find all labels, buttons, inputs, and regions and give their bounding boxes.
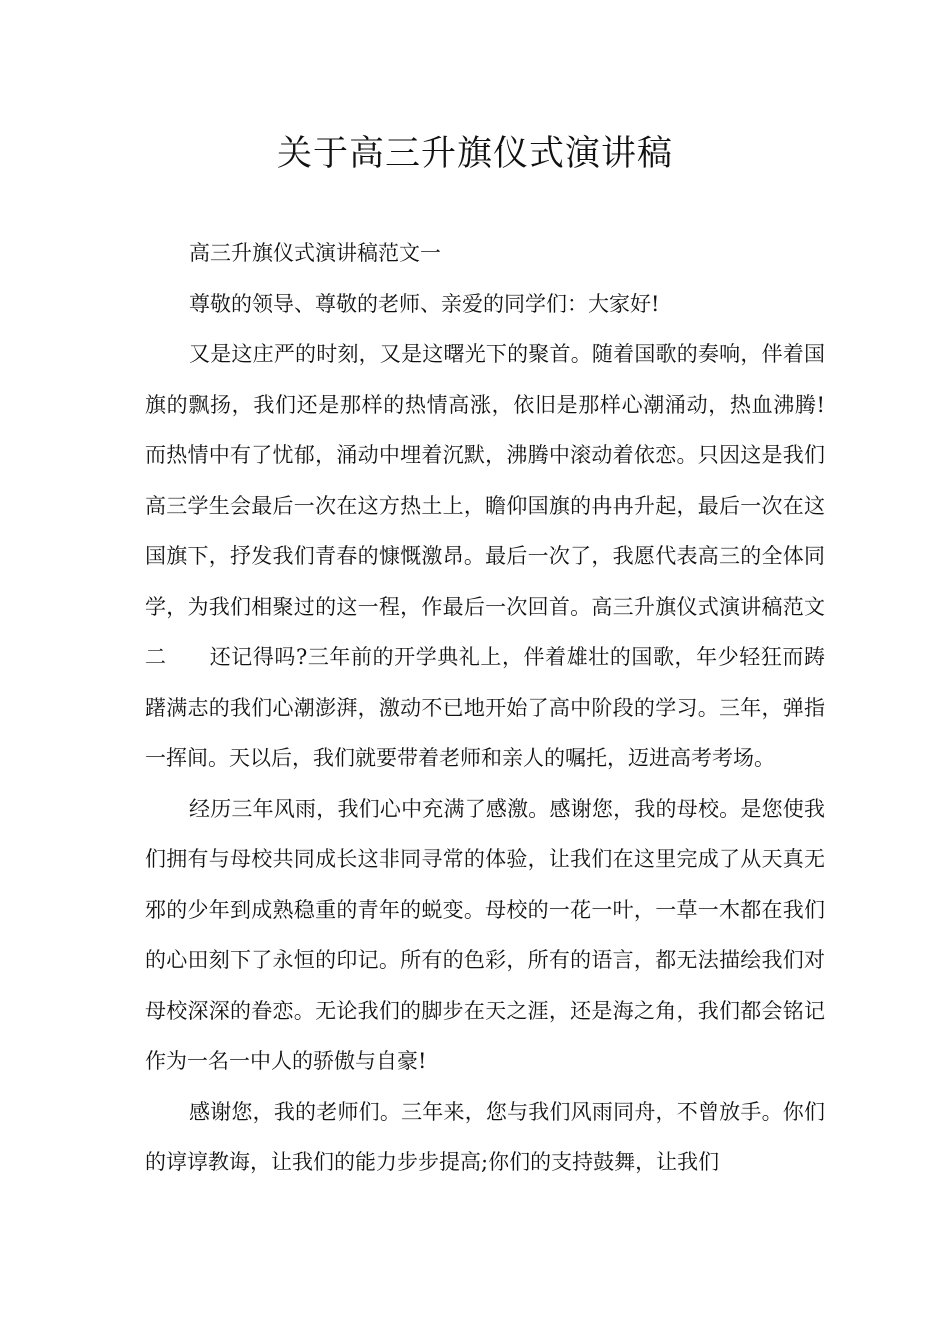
paragraph-salutation: 尊敬的领导、尊敬的老师、亲爱的同学们：大家好! — [189, 291, 660, 316]
paragraph: 经历三年风雨，我们心中充满了感激。感谢您，我的母校。是您使我们拥有与母校共同成长这非同寻常的体验，让我们在这里完成了从天真无邪的少年到成熟稳重的青年的蜕变。母校的一花一叶，一草一木都在我们的心田刻下了永恒的印记。所有的色彩，所有的语言，都无法描绘我们对母校深深的眷恋。无论我们的脚步在天之涯，还是海之角，我们都会铭记作为一名一中人的骄傲与自豪! — [145, 796, 825, 1073]
document-body — [145, 228, 825, 1188]
paragraph-heading: 高三升旗仪式演讲稿范文一 — [189, 241, 441, 265]
paragraph: 又是这庄严的时刻，又是这曙光下的聚首。随着国歌的奏响，伴着国旗的飘扬，我们还是那样的热情高涨，依旧是那样心潮涌动，热血沸腾!而热情中有了忧郁，涌动中埋着沉默，沸腾中滚动着依恋。只因这是我们高三学生会最后一次在这方热土上，瞻仰国旗的冉冉升起，最后一次在这国旗下，抒发我们青春的慷慨激昂。最后一次了，我愿代表高三的全体同学，为我们相聚过的这一程，作最后一次回首。高三升旗仪式演讲稿范文二 还记得吗?三年前的开学典礼上，伴着雄壮的国歌，年少轻狂而踌躇满志的我们心潮澎湃，激动不已地开始了高中阶段的学习。三年，弹指一挥间。天以后，我们就要带着老师和亲人的嘱托，迈进高考考场。 — [145, 342, 825, 770]
paragraph: 感谢您，我的老师们。三年来，您与我们风雨同舟，不曾放手。你们的谆谆教诲，让我们的能力步步提高;你们的支持鼓舞，让我们 — [145, 1099, 825, 1174]
document-title: 关于高三升旗仪式演讲稿 — [276, 134, 673, 174]
